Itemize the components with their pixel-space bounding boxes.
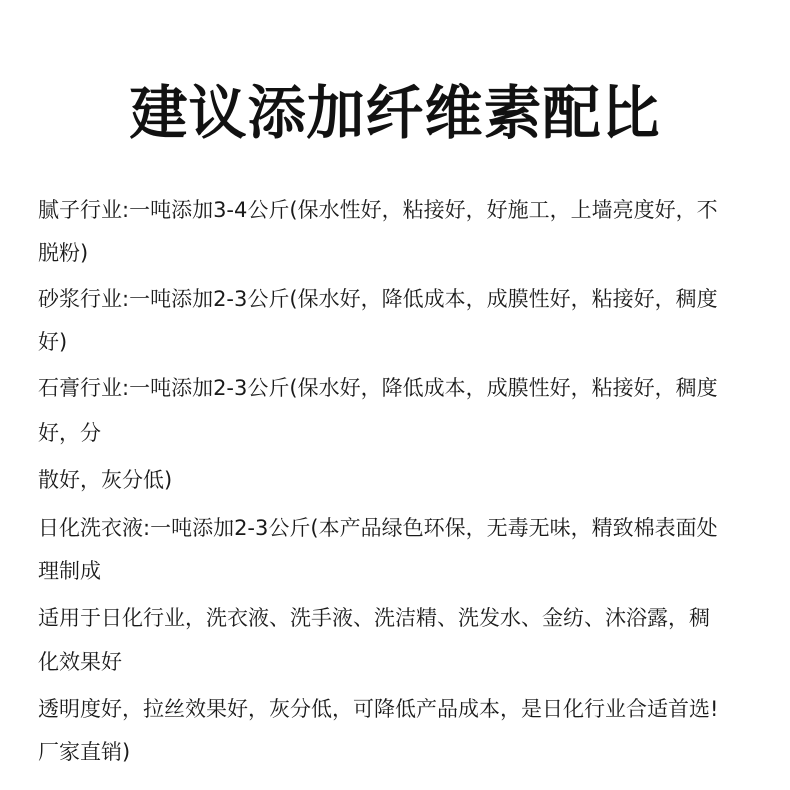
text-line: 厂家直销): [38, 740, 131, 764]
text-line: 砂浆行业:一吨添加2-3公斤(保水好，降低成本，成膜性好，粘接好，稠度: [38, 287, 718, 311]
text-line: 腻子行业:一吨添加3-4公斤(保水性好，粘接好，好施工，上墙亮度好，不: [38, 198, 718, 222]
text-line: 石膏行业:一吨添加2-3公斤(保水好，降低成本，成膜性好，粘接好，稠度: [38, 376, 718, 400]
text-line: 化效果好: [38, 650, 122, 674]
page-title: 建议添加纤维素配比: [129, 79, 661, 147]
text-line: 适用于日化行业，洗衣液、洗手液、洗洁精、洗发水、金纺、沐浴露，稠: [38, 606, 710, 630]
text-line: 透明度好，拉丝效果好，灰分低，可降低产品成本，是日化行业合适首选!: [38, 697, 719, 721]
text-line: 散好，灰分低): [38, 468, 173, 492]
text-line: 脱粉): [38, 241, 89, 265]
text-line: 理制成: [38, 559, 101, 583]
text-line: 日化洗衣液:一吨添加2-3公斤(本产品绿色环保，无毒无味，精致棉表面处: [38, 516, 718, 540]
text-line: 好，分: [38, 421, 101, 445]
text-line: 好): [38, 330, 68, 354]
